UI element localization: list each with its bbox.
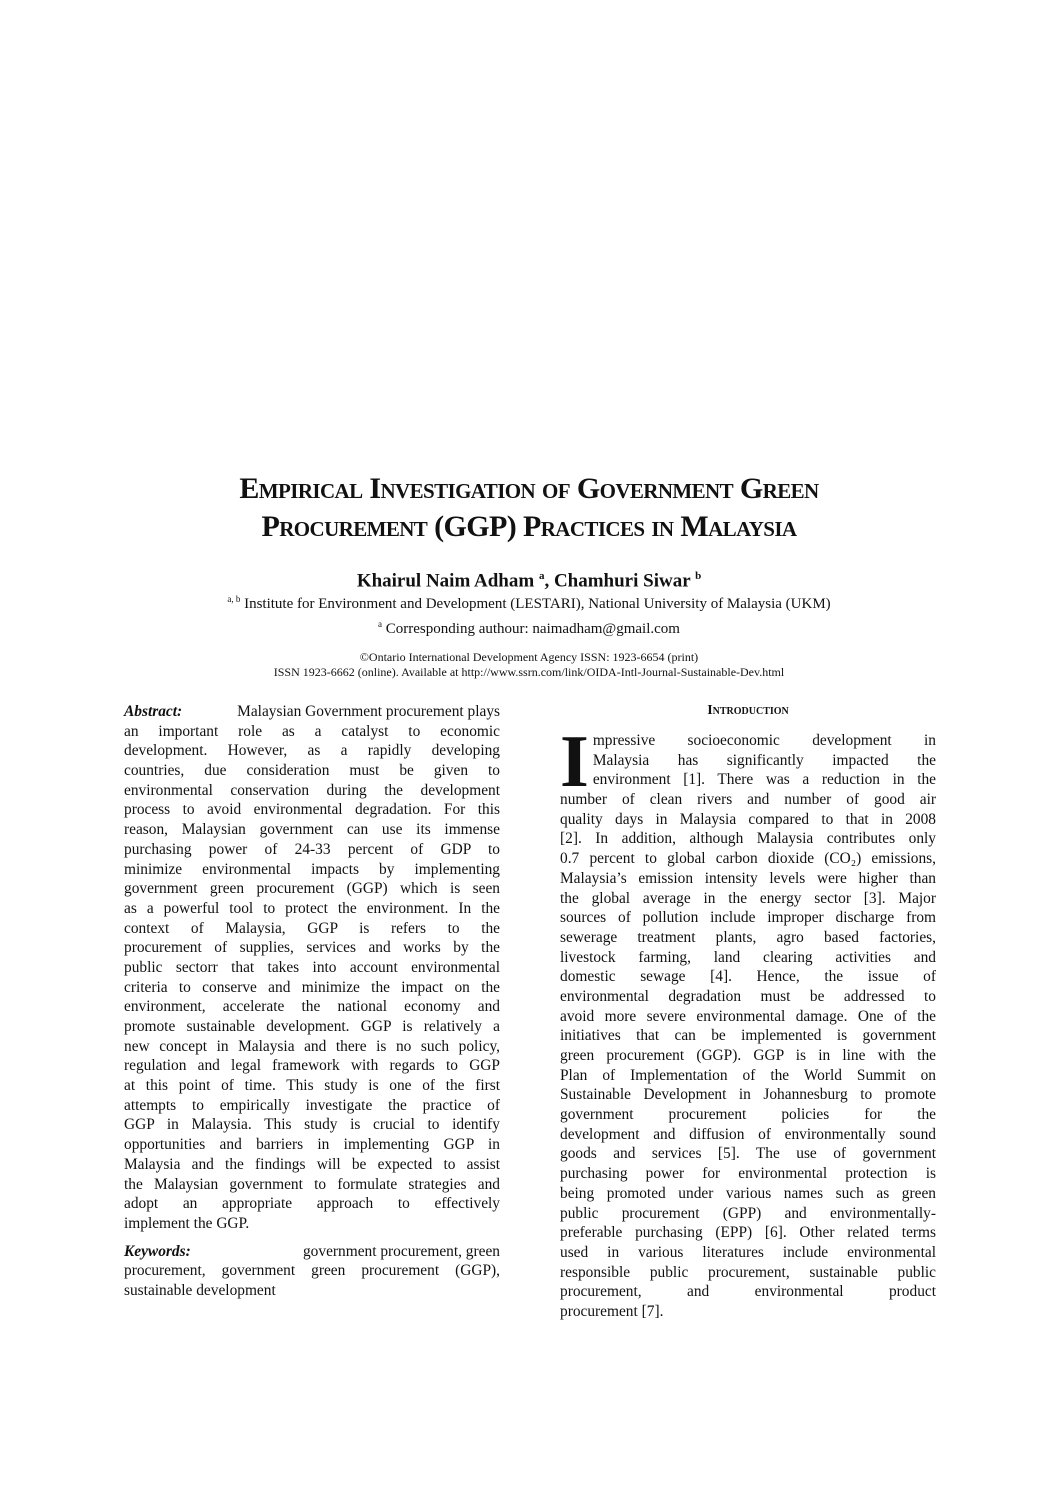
publication-line-2: ISSN 1923-6662 (online). Available at http://www.ssrn.com/link/OIDA-Intl-Journal-Sustainable-Dev.html (273, 665, 785, 679)
text-line: environment [1]. There was a reduction in the (592, 771, 936, 789)
text-line: adopt an appropriate approach to effectively (124, 1195, 500, 1213)
text-line: context of Malaysia, GGP is refers to the (124, 919, 500, 937)
text-line: procurement of supplies, services and works by the (124, 939, 500, 957)
text-line: purchasing power for environmental protection is (560, 1165, 936, 1183)
author-separator: , (544, 570, 554, 592)
text-line: implement the GGP. (124, 1214, 250, 1232)
author-mark: a (538, 570, 545, 582)
text-line: goods and services [5]. The use of government (560, 1145, 936, 1163)
text-line: domestic sewage [4]. Hence, the issue of (560, 968, 936, 986)
text-line: Plan of Implementation of the World Summit on (560, 1066, 936, 1084)
text-line: new concept in Malaysia and there is no such policy, (124, 1037, 500, 1055)
text-line: environmental conservation during the development (124, 781, 500, 799)
corresponding-author-line (120, 614, 938, 639)
text-line: avoid more severe environmental damage. One of the (560, 1007, 936, 1025)
affiliation-marks: a, b (227, 594, 241, 604)
text-line: green procurement (GGP). GGP is in line with the (560, 1047, 936, 1064)
line-text: Malaysian Government procurement plays (237, 703, 500, 720)
text-line: Sustainable Development in Johannesburg to promote (560, 1086, 936, 1104)
section-label: Abstract: (124, 703, 183, 720)
text-line: initiatives that can be implemented is government (560, 1027, 936, 1045)
keywords (124, 1242, 500, 1301)
corresponding-mark: a (378, 619, 383, 629)
text-line: development. However, as a rapidly developing (124, 742, 500, 760)
text-line: environment, accelerate the national economy and (124, 998, 500, 1016)
text-line: mpressive socioeconomic development in (592, 732, 936, 749)
text-line: responsible public procurement, sustainable public (560, 1263, 936, 1281)
text-line: process to avoid environmental degradation. For this (124, 801, 500, 819)
publication-info (120, 650, 938, 680)
text-line: attempts to empirically investigate the practice of (124, 1096, 500, 1114)
line-text: government procurement, green (302, 1242, 500, 1260)
title-line-2: Procurement (GGP) Practices in Malaysia (261, 510, 797, 543)
text-line: Malaysia and the findings will be expected to assist (124, 1155, 500, 1173)
text-line: used in various literatures include environmental (560, 1243, 936, 1261)
text-line: opportunities and barriers in implementing GGP in (124, 1136, 500, 1154)
text-line: procurement, and environmental product (560, 1283, 936, 1301)
text-line: 0.7 percent to global carbon dioxide (CO₂) emissions, (560, 850, 936, 868)
text-line: public procurement (GPP) and environmentally- (560, 1204, 936, 1222)
section-heading-introduction: Introduction (707, 703, 789, 718)
title-line-1: Empirical Investigation of Government Green (239, 472, 819, 505)
text-line: sources of pollution include improper discharge from (560, 909, 936, 927)
publication-line-1: ©Ontario International Development Agency ISSN: 1923-6654 (print) (359, 650, 699, 664)
text-line: being promoted under various names such as green (560, 1184, 936, 1202)
introduction-body (560, 721, 936, 1322)
text-line: Malaysia has significantly impacted the (592, 751, 936, 769)
text-line: the Malaysian government to formulate strategies and (124, 1175, 500, 1193)
text-line: purchasing power of 24-33 percent of GDP to (124, 840, 500, 858)
text-line: procurement, government green procurement (GGP), (124, 1262, 500, 1280)
text-line: criteria to conserve and minimize the impact on the (124, 978, 500, 996)
text-line: countries, due consideration must be given to (124, 762, 500, 780)
text-line: minimize environmental impacts by implementing (124, 860, 500, 878)
abstract (124, 702, 500, 1234)
affiliation (120, 589, 938, 639)
text-line: government procurement policies for the (560, 1106, 936, 1124)
abstract-column (124, 702, 500, 1301)
paper-title (120, 470, 938, 546)
affiliation-text: Institute for Environment and Development (LESTARI), National University of Malaysia (UKM) (244, 596, 831, 612)
text-line: Malaysia’s emission intensity levels were higher than (560, 869, 936, 887)
text-line: development and diffusion of environmentally sound (560, 1125, 936, 1143)
text-line: an important role as a catalyst to economic (124, 722, 500, 740)
text-line: the global average in the energy sector [3]. Major (560, 889, 936, 907)
text-line: as a powerful tool to protect the environment. In the (124, 899, 500, 917)
text-line: at this point of time. This study is one of the first (124, 1077, 500, 1095)
text-line: livestock farming, land clearing activities and (560, 948, 936, 966)
corresponding-author: Corresponding authour: naimadham@gmail.com (385, 621, 680, 637)
text-line: reason, Malaysian government can use its immense (124, 821, 500, 839)
text-line: promote sustainable development. GGP is relatively a (124, 1018, 500, 1035)
affiliation-line (120, 589, 938, 614)
text-line: government green procurement (GGP) which is seen (124, 880, 500, 898)
text-line: preferable purchasing (EPP) [6]. Other related terms (560, 1224, 936, 1242)
author-name: Khairul Naim Adham (356, 570, 535, 592)
author-mark: b (695, 570, 702, 582)
text-line: public sectorr that takes into account environmental (124, 958, 500, 976)
introduction-column (560, 721, 936, 1322)
author-name: Chamhuri Siwar (553, 570, 691, 592)
text-line: [2]. In addition, although Malaysia contributes only (560, 830, 936, 848)
text-line: number of clean rivers and number of good air (560, 791, 936, 809)
text-line: regulation and legal framework with regards to GGP (124, 1057, 500, 1075)
text-line (124, 702, 500, 722)
text-line: sustainable development (124, 1281, 276, 1299)
text-line: environmental degradation must be addressed to (560, 987, 936, 1005)
drop-cap: I (560, 721, 589, 803)
text-line: quality days in Malaysia compared to that in 2008 (560, 810, 936, 828)
section-label: Keywords: (124, 1242, 191, 1260)
text-line: GGP in Malaysia. This study is crucial to identify (124, 1116, 500, 1134)
text-line: procurement [7]. (560, 1302, 664, 1320)
text-line (124, 1242, 500, 1262)
text-line: sewerage treatment plants, agro based factories, (560, 928, 936, 946)
